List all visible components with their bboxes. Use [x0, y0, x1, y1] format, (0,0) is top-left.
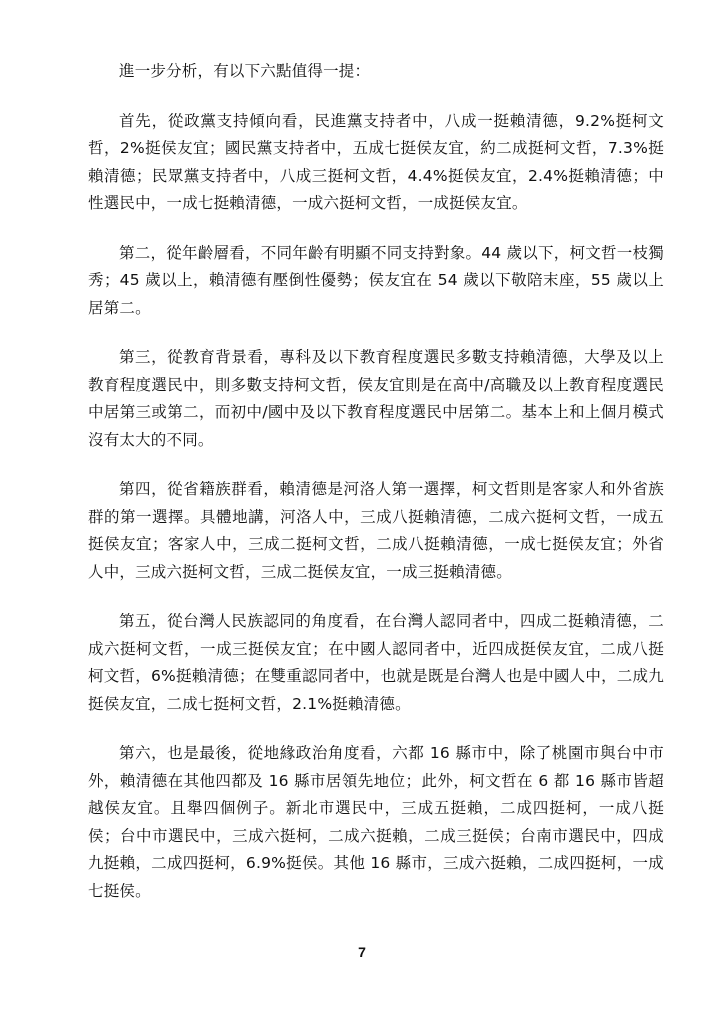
paragraph-third: 第三，從教育背景看，專科及以下教育程度選民多數支持賴清德，大學及以上教育程度選民中，則多數支持柯文哲，侯友宜則是在高中/高職及以上教育程度選民中居第三或第二，而初中/國中及以下教育程度選民中居第二。基本上和上個月模式沒有太大的不同。 [88, 348, 664, 449]
paragraph-fourth: 第四，從省籍族群看，賴清德是河洛人第一選擇，柯文哲則是客家人和外省族群的第一選擇。具體地講，河洛人中，三成八挺賴清德，二成六挺柯文哲，一成五挺侯友宜；客家人中，三成二挺柯文哲，二成八挺賴清德，一成七挺侯友宜；外省人中，三成六挺柯文哲，三成二挺侯友宜，一成三挺賴清德。 [88, 480, 664, 581]
page-number: 7 [358, 944, 366, 960]
paragraph-first: 首先，從政黨支持傾向看，民進黨支持者中，八成一挺賴清德，9.2%挺柯文哲，2%挺侯友宜；國民黨支持者中，五成七挺侯友宜，約二成挺柯文哲，7.3%挺賴清德；民眾黨支持者中，八成三挺柯文哲，4.4%挺侯友宜，2.4%挺賴清德；中性選民中，一成七挺賴清德，一成六挺柯文哲，一成挺侯友宜。 [88, 111, 664, 212]
intro-paragraph: 進一步分析，有以下六點值得一提： [119, 62, 371, 80]
paragraph-sixth: 第六，也是最後，從地緣政治角度看，六都 16 縣市中，除了桃園市與台中市外，賴清德在其他四都及 16 縣市居領先地位；此外，柯文哲在 6 都 16 縣市皆超越侯友宜。且舉四個例子。新北市選民中，三成五挺賴，二成四挺柯，一成八挺侯；台中市選民中，三成六挺柯，二成六挺賴，二成三挺侯；台南市選民中，四成九挺賴，二成四挺柯，6.9%挺侯。其他 16 縣市，三成六挺賴，二成四挺柯，一成七挺侯。 [88, 744, 664, 900]
paragraph-second: 第二，從年齡層看，不同年齡有明顯不同支持對象。44 歲以下，柯文哲一枝獨秀；45 歲以上，賴清德有壓倒性優勢；侯友宜在 54 歲以下敬陪末座，55 歲以上居第二。 [88, 243, 664, 317]
document-body [88, 58, 664, 927]
paragraph-fifth: 第五，從台灣人民族認同的角度看，在台灣人認同者中，四成二挺賴清德，二成六挺柯文哲，一成三挺侯友宜；在中國人認同者中，近四成挺侯友宜，二成八挺柯文哲，6%挺賴清德；在雙重認同者中，也就是既是台灣人也是中國人中，二成九挺侯友宜，二成七挺柯文哲，2.1%挺賴清德。 [88, 612, 664, 713]
